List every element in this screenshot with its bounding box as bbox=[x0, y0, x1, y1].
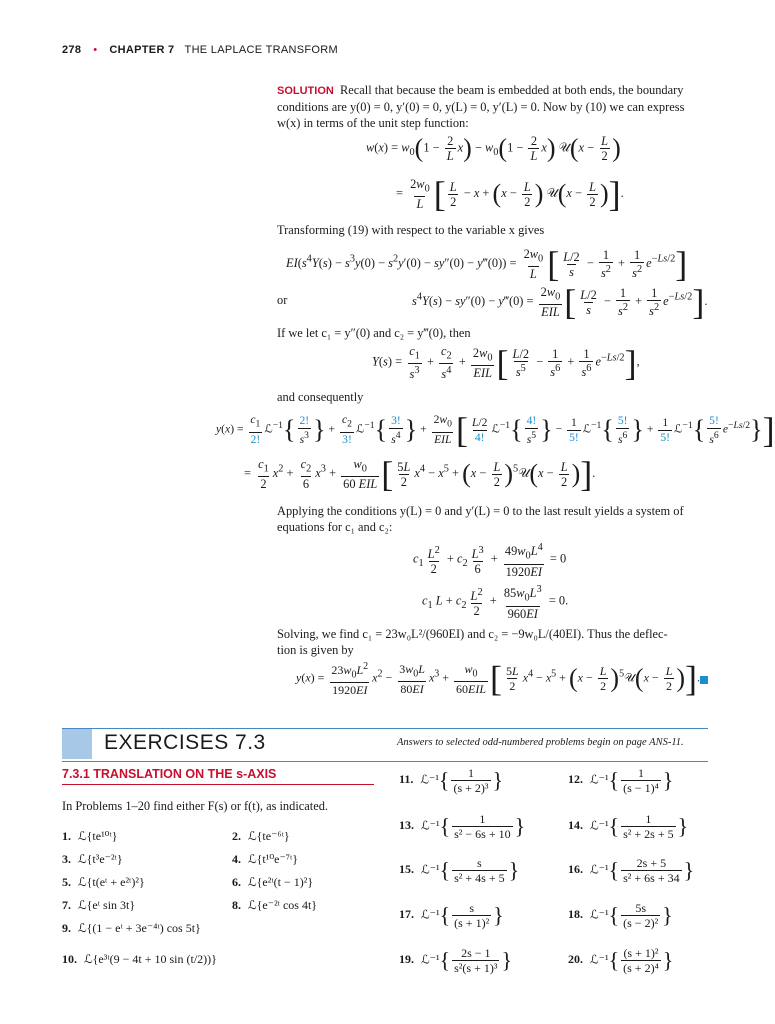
problem-9 bbox=[62, 921, 201, 936]
solution-intro bbox=[277, 82, 709, 131]
problem-2 bbox=[232, 829, 290, 844]
problem-number: 12. bbox=[568, 772, 583, 787]
problem-expression: ℒ{te⁻⁶ᵗ} bbox=[245, 829, 290, 843]
problem-7 bbox=[62, 898, 135, 913]
numerator: 1 bbox=[468, 766, 474, 780]
solving-text bbox=[277, 626, 709, 658]
inverse-operator: ℒ⁻¹ bbox=[587, 818, 609, 833]
problem-expression: ℒ{e³ᵗ(9 − 4t + 10 sin (t/2))} bbox=[81, 952, 217, 966]
numerator: 2s − 1 bbox=[461, 946, 491, 960]
instructions-text: In Problems 1–20 find either F(s) or f(t), as indicated. bbox=[62, 799, 328, 813]
brace-right: } bbox=[683, 857, 695, 883]
problem-number: 1. bbox=[62, 829, 71, 843]
if-we-let-text: If we let c₁ = y″(0) and c₂ = y‴(0), then bbox=[277, 326, 471, 340]
problem-5 bbox=[62, 875, 145, 890]
problem-fraction bbox=[452, 946, 499, 975]
equation-yx-1: y(x) = $\frac{c_1}{2!}$ ℒ$^{-1}${ $\frac{2!}{s^3}$ } + $\frac{c_2}{3!}$ ℒ$^{-1}${ $\frac{3!}{s^4}$ } + $2w_0$ EIL [ $\frac{L/2}{4!}$ ℒ$^{-1}${ $\frac{4!}{s^5}$ } − $\frac{1}{5!}$ ℒ$^{-1}${ $\frac{5!}{s^6}$ } + $\frac{1}{5!}$ ℒ$^{-1}${ $\frac{5!}{s^6}$ $e^{-Ls/2}$}] bbox=[216, 410, 775, 450]
problem-number: 7. bbox=[62, 898, 71, 912]
or-text: or bbox=[277, 293, 288, 307]
problem-number: 5. bbox=[62, 875, 71, 889]
numerator: (s + 1)² bbox=[623, 946, 659, 960]
problem-fraction bbox=[452, 856, 506, 885]
problem-number: 11. bbox=[399, 772, 414, 787]
problem-number: 13. bbox=[399, 818, 414, 833]
brace-right: } bbox=[677, 813, 689, 839]
problem-number: 19. bbox=[399, 952, 414, 967]
brace-right: } bbox=[501, 947, 512, 973]
numerator: 1 bbox=[637, 766, 644, 780]
equation-transform-2: $s^4Y(s) - sy''(0)$ − y‴(0) = $2w_0$ EIL [ $\frac{L/2}{s}$ − $\frac{1}{s^2}$ + $\frac{1}{s^2}$ $e^{-Ls/2}$]. bbox=[412, 282, 708, 322]
problem-fraction bbox=[451, 766, 490, 795]
numerator: 5s bbox=[635, 901, 646, 915]
problem-fraction bbox=[621, 901, 660, 930]
problem-expression: ℒ{e²ᵗ(t − 1)²} bbox=[245, 875, 314, 889]
problem-12 bbox=[568, 766, 673, 795]
end-of-example-marker bbox=[700, 676, 708, 684]
exercises-header-box bbox=[62, 729, 92, 759]
problem-expression: ℒ{eᵗ sin 3t} bbox=[75, 898, 136, 912]
bullet-icon: • bbox=[93, 44, 98, 56]
brace-left: { bbox=[608, 767, 620, 793]
numerator: s bbox=[477, 856, 482, 870]
applying-text bbox=[277, 503, 709, 535]
inverse-operator: ℒ⁻¹ bbox=[587, 772, 609, 787]
denominator: (s + 2)³ bbox=[453, 781, 489, 795]
solving-line-2: tion is given by bbox=[277, 643, 354, 657]
numerator: 1 bbox=[645, 812, 652, 826]
brace-left: { bbox=[439, 857, 451, 883]
system-eq-1: $c_1$ $\frac{L^2}{2}$ + $c_2$ $\frac{L^3}{6}$ + $\frac{49w_0L^4}{1920EI}$ = 0 bbox=[413, 542, 567, 579]
problem-expression: ℒ{e⁻²ᵗ cos 4t} bbox=[245, 898, 318, 912]
applying-line-2: equations for c₁ and c₂: bbox=[277, 520, 393, 534]
problem-fraction bbox=[452, 812, 512, 841]
transforming-text: Transforming (19) with respect to the variable x gives bbox=[277, 223, 545, 237]
denominator: s² + 6s + 34 bbox=[623, 871, 680, 885]
problem-number: 9. bbox=[62, 921, 71, 935]
problem-6 bbox=[232, 875, 313, 890]
brace-left: { bbox=[608, 902, 620, 928]
numerator: 1 bbox=[479, 812, 486, 826]
brace-right: } bbox=[662, 902, 673, 928]
running-header bbox=[62, 44, 338, 56]
problem-17 bbox=[399, 901, 504, 930]
brace-left: { bbox=[608, 857, 620, 883]
brace-right: } bbox=[662, 767, 674, 793]
brace-right: } bbox=[493, 902, 504, 928]
denominator: (s + 2)⁴ bbox=[623, 961, 659, 975]
brace-left: { bbox=[439, 813, 451, 839]
equation-wx-1: $w(x) = w_0(1$ − $\frac{2}{L}$ $x) - w_0(1$ − $\frac{2}{L}$ x) 𝒰(x − $\frac{L}{2}$ ) bbox=[366, 133, 621, 163]
brace-left: { bbox=[438, 767, 450, 793]
brace-right: } bbox=[514, 813, 526, 839]
system-eq-2: $c_1$ $L + c_2$ $\frac{L^2}{2}$ + $\frac{85w_0L^3}{960EI}$ = 0. bbox=[422, 584, 569, 621]
problem-3 bbox=[62, 852, 123, 867]
problem-number: 18. bbox=[568, 907, 583, 922]
equation-wx-2: = $\frac{2w_0}{L}$ [ $\frac{L}{2}$ − x + (x − $\frac{L}{2}$ ) 𝒰(x − $\frac{L}{2}$ )]. bbox=[396, 174, 624, 214]
problem-10 bbox=[62, 952, 217, 967]
brace-left: { bbox=[439, 902, 451, 928]
denominator: (s − 2)² bbox=[623, 916, 659, 930]
inverse-operator: ℒ⁻¹ bbox=[417, 772, 439, 787]
problem-18 bbox=[568, 901, 673, 930]
problem-14 bbox=[568, 812, 688, 841]
problem-number: 20. bbox=[568, 952, 583, 967]
problem-fraction bbox=[621, 812, 675, 841]
denominator: s²(s + 1)³ bbox=[454, 961, 498, 975]
denominator: (s + 1)² bbox=[454, 916, 490, 930]
brace-right: } bbox=[662, 947, 674, 973]
problem-number: 17. bbox=[399, 907, 414, 922]
problem-13 bbox=[399, 812, 525, 841]
problem-15 bbox=[399, 856, 519, 885]
equation-yx-2: = $\frac{c_1}{2}$ $x^2$ + $\frac{c_2}{6}$ $x^3$ + $w_0$ 60 EIL [ $\frac{5L}{2}$ $x^4 - x^5 + (x$ − $\frac{L}{2}$ )$^5$𝒰(x − $\frac{L}{2}$ )]. bbox=[244, 454, 596, 494]
chapter-title: THE LAPLACE TRANSFORM bbox=[184, 44, 338, 56]
equation-transform-1: $EI(s^4Y(s) - s^3y(0) - s^2y'(0) - sy''(0)$ − y‴(0)) = $\frac{2w_0}{L}$ [ $\frac{L/2}{s}$ − $\frac{1}{s^2}$ + $\frac{1}{s^2}$ $e^{-Ls/2}$] bbox=[286, 244, 688, 284]
equation-Ys: Y(s) = $\frac{c_1}{s^3}$ + $\frac{c_2}{s^4}$ + $2w_0$ EIL [ $\frac{L/2}{s^5}$ − $\frac{1}{s^6}$ + $\frac{1}{s^6}$ $e^{-Ls/2}$], bbox=[372, 342, 640, 383]
intro-line-2: conditions are y(0) = 0, y′(0) = 0, y(L) = 0, y′(L) = 0. Now by (10) we can express bbox=[277, 100, 685, 114]
inverse-operator: ℒ⁻¹ bbox=[587, 907, 609, 922]
brace-left: { bbox=[608, 813, 620, 839]
problem-expression: ℒ{te¹⁰ᵗ} bbox=[75, 829, 118, 843]
problem-4 bbox=[232, 852, 298, 867]
numerator: s bbox=[469, 901, 474, 915]
problem-20 bbox=[568, 946, 673, 975]
applying-line-1: Applying the conditions y(L) = 0 and y′(L) = 0 to the last result yields a system of bbox=[277, 504, 684, 518]
problem-fraction bbox=[621, 766, 661, 795]
problem-number: 8. bbox=[232, 898, 241, 912]
equation-deflection: y(x) = $\frac{23w_0L^2}{1920EI}$ $x^2$ − $\frac{3w_0L}{80EI}$ $x^3$ + $w_0$ 60EIL [ $\frac{5L}{2}$ $x^4 - x^5 + (x$ − $\frac{L}{2}$ )$^5$𝒰(x − $\frac{L}{2}$ )]. bbox=[296, 658, 701, 699]
denominator: s² + 4s + 5 bbox=[454, 871, 505, 885]
problem-number: 4. bbox=[232, 852, 241, 866]
brace-left: { bbox=[608, 947, 620, 973]
numerator: 2s + 5 bbox=[636, 856, 667, 870]
inverse-operator: ℒ⁻¹ bbox=[418, 907, 440, 922]
problem-number: 16. bbox=[568, 862, 583, 877]
intro-line-3: w(x) in terms of the unit step function: bbox=[277, 116, 469, 130]
inverse-operator: ℒ⁻¹ bbox=[587, 952, 609, 967]
problem-number: 2. bbox=[232, 829, 241, 843]
problem-number: 15. bbox=[399, 862, 414, 877]
inverse-operator: ℒ⁻¹ bbox=[418, 862, 440, 877]
problem-11 bbox=[399, 766, 503, 795]
section-heading: 7.3.1 TRANSLATION ON THE s-AXIS bbox=[62, 767, 374, 785]
problem-number: 14. bbox=[568, 818, 583, 833]
problem-fraction bbox=[621, 856, 681, 885]
inverse-operator: ℒ⁻¹ bbox=[587, 862, 609, 877]
problem-number: 6. bbox=[232, 875, 241, 889]
problem-number: 10. bbox=[62, 952, 77, 966]
inverse-operator: ℒ⁻¹ bbox=[418, 952, 440, 967]
solving-line-1: Solving, we find c₁ = 23w₀L²/(960EI) and c₂ = −9w₀L/(40EI). Thus the deflec- bbox=[277, 627, 668, 641]
problem-fraction bbox=[621, 946, 661, 975]
problem-expression: ℒ{(1 − eᵗ + 3e⁻⁴ᵗ) cos 5t} bbox=[75, 921, 201, 935]
problem-expression: ℒ{t(eᵗ + e²ᵗ)²} bbox=[75, 875, 145, 889]
intro-line-1: Recall that because the beam is embedded at both ends, the boundary bbox=[340, 83, 684, 97]
inverse-operator: ℒ⁻¹ bbox=[418, 818, 440, 833]
denominator: s² + 2s + 5 bbox=[623, 827, 674, 841]
solution-label: SOLUTION bbox=[277, 85, 334, 97]
problem-8 bbox=[232, 898, 317, 913]
problem-16 bbox=[568, 856, 694, 885]
denominator: s² − 6s + 10 bbox=[454, 827, 511, 841]
chapter-label: CHAPTER 7 bbox=[109, 44, 175, 56]
problem-1 bbox=[62, 829, 118, 844]
exercises-title: EXERCISES 7.3 bbox=[104, 731, 266, 754]
problem-expression: ℒ{t¹⁰e⁻⁷ᵗ} bbox=[245, 852, 299, 866]
exercises-answer-note: Answers to selected odd-numbered problems begin on page ANS-11. bbox=[397, 737, 684, 748]
denominator: (s − 1)⁴ bbox=[623, 781, 659, 795]
brace-left: { bbox=[439, 947, 451, 973]
consequently-text: and consequently bbox=[277, 390, 364, 404]
page-number: 278 bbox=[62, 44, 82, 56]
problem-fraction bbox=[452, 901, 491, 930]
brace-right: } bbox=[508, 857, 520, 883]
problem-expression: ℒ{t³e⁻²ᵗ} bbox=[75, 852, 123, 866]
problem-19 bbox=[399, 946, 512, 975]
problem-number: 3. bbox=[62, 852, 71, 866]
brace-right: } bbox=[492, 767, 504, 793]
